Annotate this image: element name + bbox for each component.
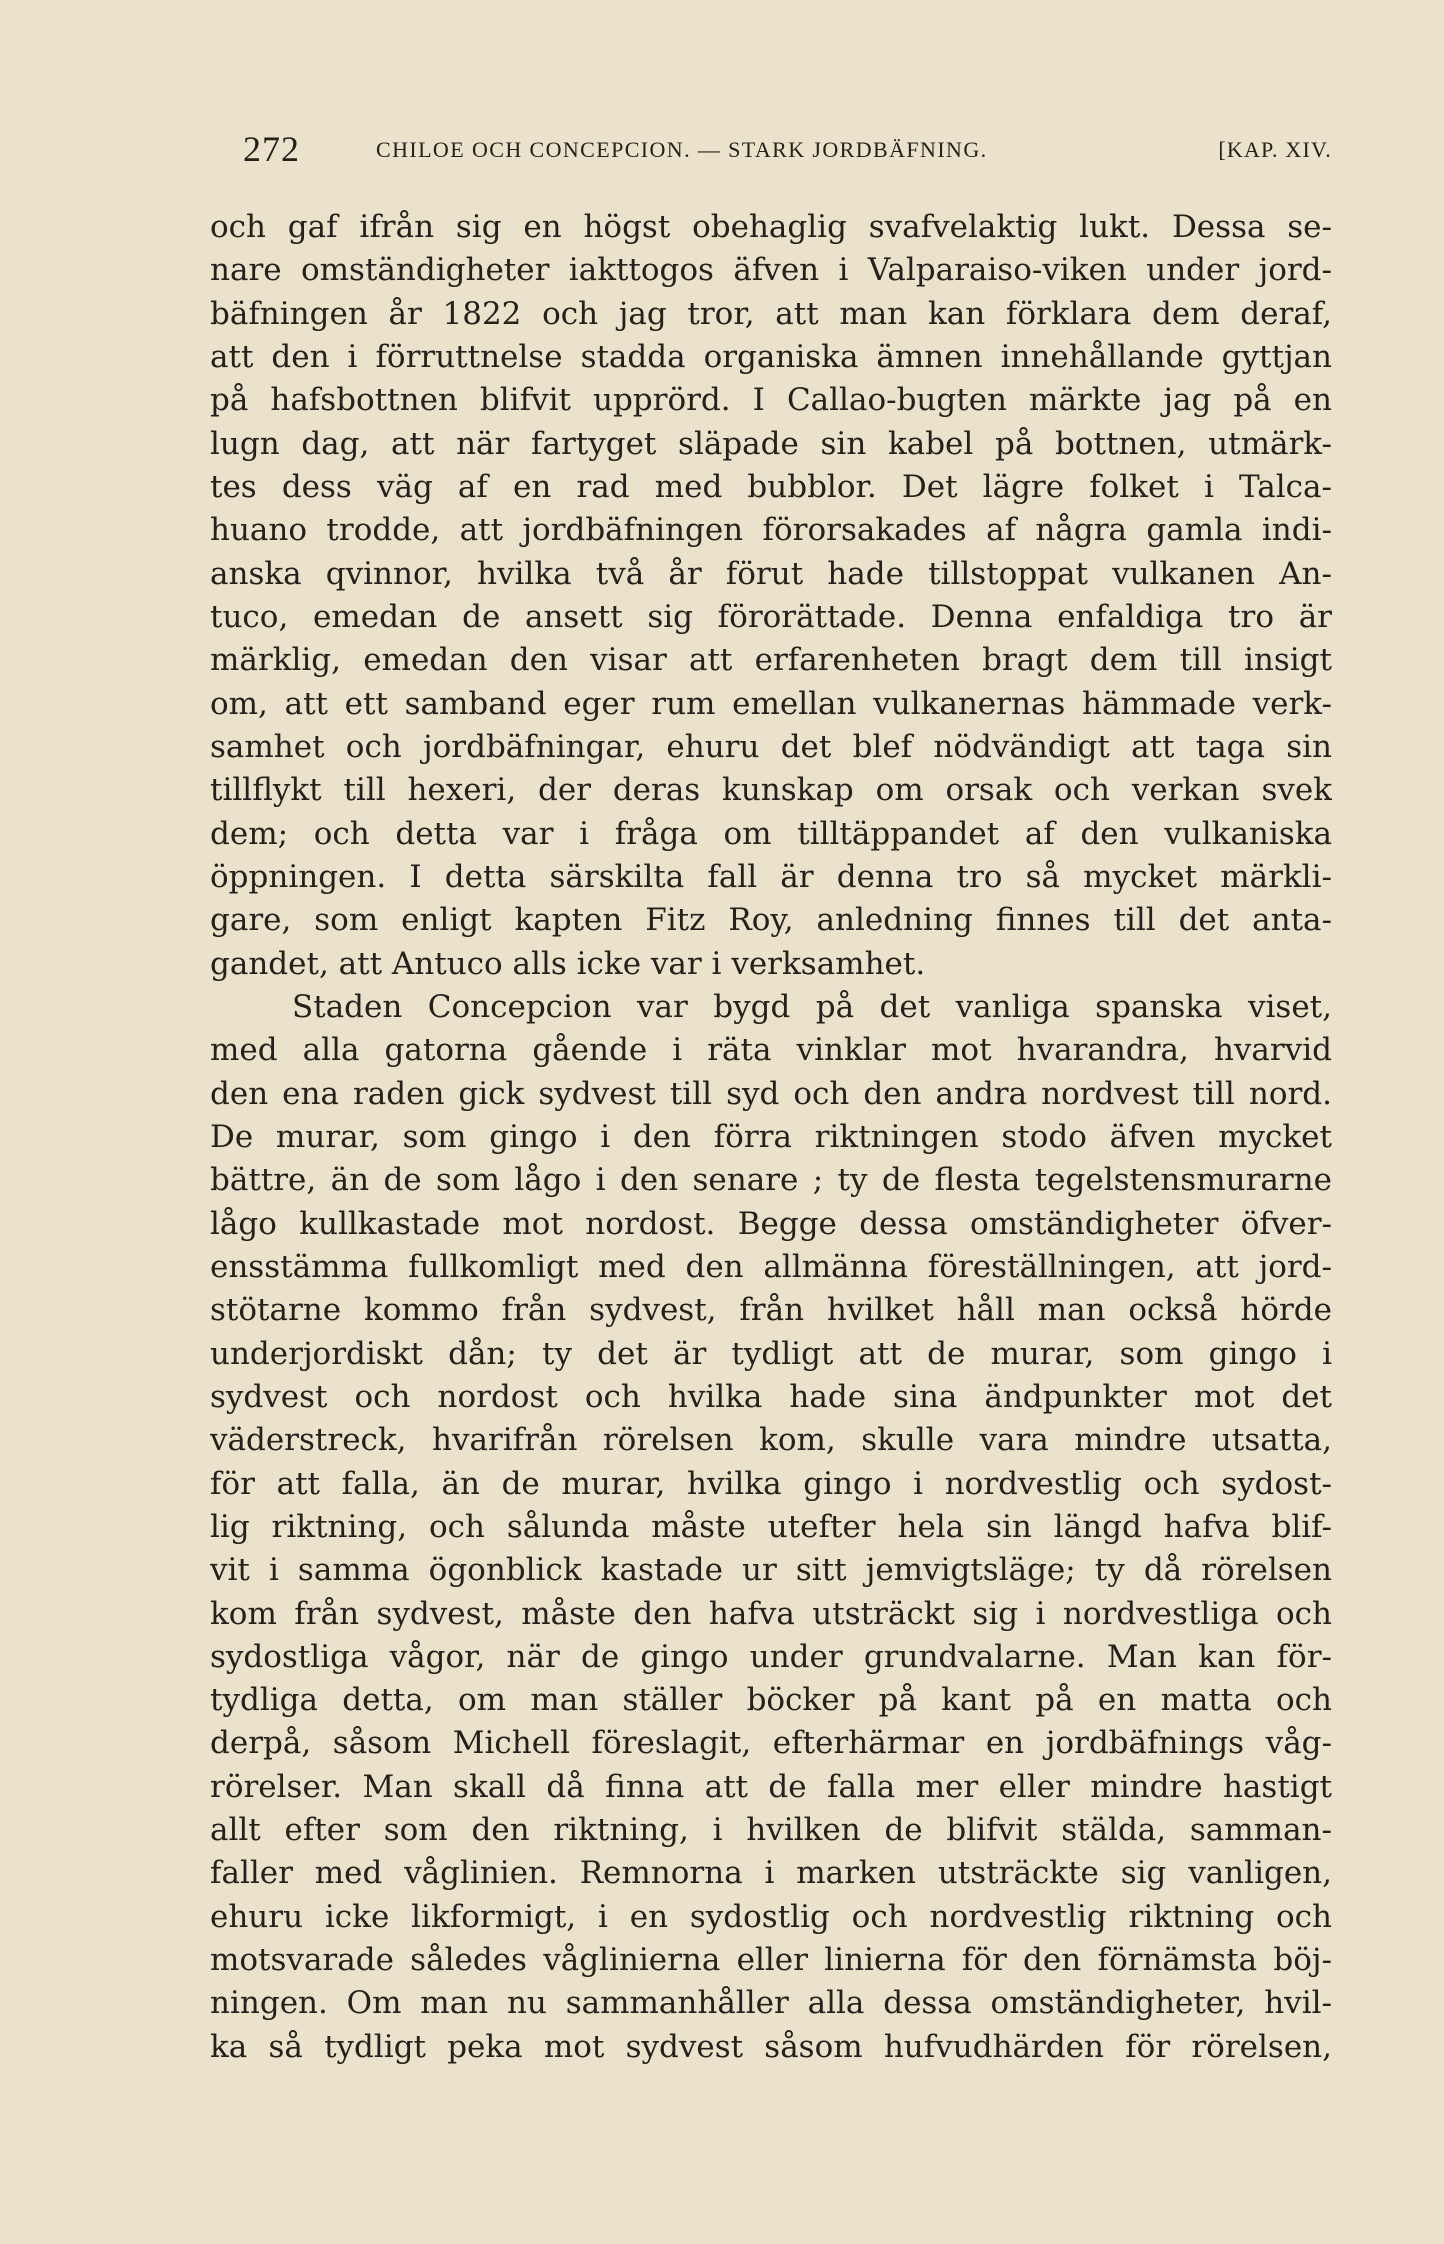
text-line: rörelser. Man skall då finna att de falla mer eller mindre hastigt: [210, 1768, 1332, 1805]
text-line: och gaf ifrån sig en högst obehaglig svafvelaktig lukt. Dessa se-: [210, 209, 1332, 245]
text-line: vit i samma ögonblick kastade ur sitt jemvigtsläge; ty då rörelsen: [210, 1552, 1332, 1589]
text-line: anska qvinnor, hvilka två år förut hade tillstoppat vulkanen An-: [210, 555, 1332, 592]
text-line: tuco, emedan de ansett sig förorättade. Denna enfaldiga tro är: [210, 598, 1332, 635]
text-line: nare omständigheter iakttogos äfven i Valparaiso-viken under jord-: [210, 252, 1332, 289]
text-line: sydostliga vågor, när de gingo under grundvalarne. Man kan för-: [210, 1638, 1332, 1675]
text-line: derpå, såsom Michell föreslagit, efterhärmar en jordbäfnings våg-: [210, 1725, 1332, 1762]
text-line: på hafsbottnen blifvit upprörd. I Callao-bugten märkte jag på en: [210, 382, 1332, 419]
text-line: ka så tydligt peka mot sydvest såsom hufvudhärden för rörelsen,: [210, 2028, 1332, 2065]
text-line: tillflykt till hexeri, der deras kunskap om orsak och verkan svek: [210, 772, 1332, 809]
text-line: för att falla, än de murar, hvilka gingo i nordvestlig och sydost-: [210, 1465, 1332, 1502]
text-line: ensstämma fullkomligt med den allmänna föreställningen, att jord-: [210, 1248, 1332, 1285]
running-title: CHILOE OCH CONCEPCION. — STARK JORDBÄFNING.: [376, 137, 988, 162]
text-line: De murar, som gingo i den förra riktningen stodo äfven mycket: [210, 1118, 1332, 1155]
text-line: med alla gatorna gående i räta vinklar mot hvarandra, hvarvid: [210, 1032, 1332, 1069]
chapter-reference: [KAP. XIV.: [1218, 137, 1332, 162]
text-line: ningen. Om man nu sammanhåller alla dessa omständigheter, hvil-: [210, 1985, 1332, 2022]
text-line: bäfningen år 1822 och jag tror, att man kan förklara dem deraf,: [210, 295, 1332, 332]
text-line: öppningen. I detta särskilta fall är denna tro så mycket märkli-: [210, 858, 1332, 895]
text-line: allt efter som den riktning, i hvilken de blifvit stälda, samman-: [210, 1812, 1332, 1849]
text-line: faller med våglinien. Remnorna i marken utsträckte sig vanligen,: [210, 1855, 1332, 1892]
text-line: att den i förruttnelse stadda organiska ämnen innehållande gyttjan: [210, 338, 1332, 375]
text-line: väderstreck, hvarifrån rörelsen kom, skulle vara mindre utsatta,: [210, 1422, 1332, 1459]
text-line: lig riktning, och sålunda måste utefter hela sin längd hafva blif-: [210, 1508, 1332, 1545]
text-line: lugn dag, att när fartyget släpade sin kabel på bottnen, utmärk-: [210, 425, 1332, 462]
text-line: bättre, än de som lågo i den senare ; ty de flesta tegelstensmurarne: [210, 1162, 1332, 1199]
text-line: den ena raden gick sydvest till syd och den andra nordvest till nord.: [210, 1075, 1332, 1112]
text-line: samhet och jordbäfningar, ehuru det blef nödvändigt att taga sin: [210, 728, 1332, 765]
text-line: stötarne kommo från sydvest, från hvilket håll man också hörde: [210, 1292, 1332, 1329]
text-line: tes dess väg af en rad med bubblor. Det lägre folket i Talca-: [210, 468, 1332, 505]
text-line: huano trodde, att jordbäfningen förorsakades af några gamla indi-: [210, 512, 1332, 549]
page-number: 272: [243, 129, 300, 169]
text-line: sydvest och nordost och hvilka hade sina ändpunkter mot det: [210, 1378, 1332, 1415]
text-line: gare, som enligt kapten Fitz Roy, anledning finnes till det anta-: [210, 902, 1332, 939]
text-line: kom från sydvest, måste den hafva utsträckt sig i nordvestliga och: [210, 1595, 1332, 1632]
text-line: märklig, emedan den visar att erfarenheten bragt dem till insigt: [210, 642, 1332, 679]
text-line: lågo kullkastade mot nordost. Begge dessa omständigheter öfver-: [210, 1205, 1332, 1242]
text-line: tydliga detta, om man ställer böcker på kant på en matta och: [210, 1682, 1332, 1719]
body-text: [210, 206, 1332, 2069]
running-head: [240, 128, 1332, 168]
text-line: om, att ett samband eger rum emellan vulkanernas hämmade verk-: [210, 685, 1332, 722]
text-line: ehuru icke likformigt, i en sydostlig och nordvestlig riktning och: [210, 1898, 1332, 1935]
text-line: underjordiskt dån; ty det är tydligt att de murar, som gingo i: [210, 1335, 1332, 1372]
paragraph-end-line: gandet, att Antuco alls icke var i verksamhet.: [210, 945, 926, 982]
text-line: dem; och detta var i fråga om tilltäppandet af den vulkaniska: [210, 815, 1332, 852]
text-line: motsvarade således våglinierna eller linierna för den förnämsta böj-: [210, 1942, 1332, 1979]
paragraph-first-line: Staden Concepcion var bygd på det vanliga spanska viset,: [292, 988, 1332, 1025]
